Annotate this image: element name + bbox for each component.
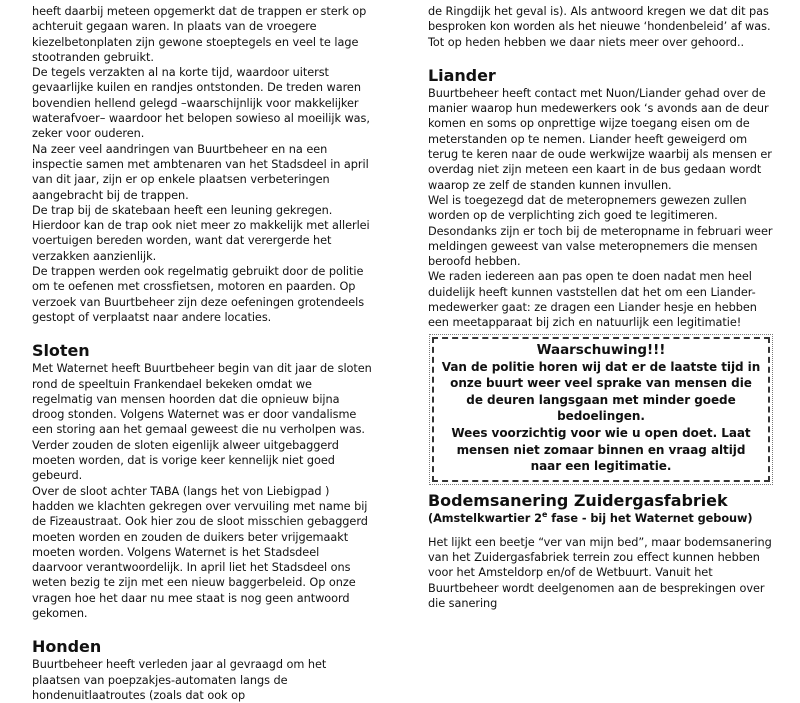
- subheading-part: fase - bij het Waternet gebouw): [547, 511, 753, 525]
- heading-honden: Honden: [32, 637, 102, 657]
- paragraph: Over de sloot achter TABA (langs het von Liebigpad ) hadden we klachten gekregen over vervuiling met name bij de Fizeaustraat. Ook hier zou de sloot misschien gebaggerd moeten worden en zouden de duikers beter vrijgemaakt moeten worden. Volgens Waternet is het Stadsdeel daarvoor verantwoordelijk. In april liet het Stadsdeel ons weten bezig te zijn met een nieuw baggerbeleid. Op onze vragen hoe het daar nu mee staat is nog geen antwoord gekomen.: [32, 484, 368, 620]
- warning-box: [432, 337, 770, 482]
- paragraph: Met Waternet heeft Buurtbeheer begin van dit jaar de sloten rond de speeltuin Frankendael bekeken omdat we regelmatig van mensen hoorden dat die opnieuw bijna droog stonden. Volgens Waternet was er door vandalisme een storing aan het gemaal geweest die nu verholpen was. Verder zouden de sloten eigenlijk alweer uitgebaggerd moeten worden, dat is vorige keer kennelijk niet goed gebeurd.: [32, 362, 372, 483]
- heading-sloten: Sloten: [32, 341, 90, 361]
- heading-bodemsanering: Bodemsanering Zuidergasfabriek: [428, 490, 728, 510]
- subheading-superscript: e: [541, 510, 548, 520]
- paragraph: De trap bij de skatebaan heeft een leuning gekregen. Hierdoor kan de trap ook niet meer zo makkelijk met allerlei voertuigen bereden worden, want dat verergerde het verzakken aanzienlijk.: [32, 203, 370, 263]
- paragraph: Buurtbeheer heeft contact met Nuon/Liander gehad over de manier waarop hun medewerkers ook ‘s avonds aan de deur komen en soms op onprettige wijze toegang eisen om de meterstanden op te nemen. Liander heeft geweigerd om terug te keren naar de oude werkwijze waarbij als mensen er overdag niet zijn meteen een kaart in de bus gedaan wordt waarop ze zelf de standen kunnen invullen.: [428, 86, 772, 192]
- paragraph: Wel is toegezegd dat de meteropnemers gewezen zullen worden op de verplichting zich goed te legitimeren. Desondanks zijn er toch bij de meteropname in februari weer meldingen geweest van valse meteropnemers die mensen beroofd hebben.: [428, 193, 773, 269]
- paragraph: We raden iedereen aan pas open te doen nadat men heel duidelijk heeft kunnen vaststellen dat het om een Liander-medewerker gaat: ze dragen een Liander hesje en hebben een meetapparaat bij zich en natuurlijk een legitimatie!: [428, 270, 757, 330]
- paragraph: De trappen werden ook regelmatig gebruikt door de politie om te oefenen met crossfietsen, motoren en paarden. Op verzoek van Buurtbeheer zijn deze oefeningen grotendeels gestopt of verplaatst naar andere locaties.: [32, 265, 365, 324]
- subheading-part: (Amstelkwartier 2: [428, 511, 542, 525]
- subheading-amstelkwartier: [428, 511, 774, 526]
- heading-liander: Liander: [428, 65, 496, 85]
- warning-body: Van de politie horen wij dat er de laatste tijd in onze buurt weer veel sprake van mensen die de deuren langsgaan met minder goede bedoelingen.: [441, 359, 761, 424]
- paragraph: Buurtbeheer heeft verleden jaar al gevraagd om het plaatsen van poepzakjes-automaten langs de hondenuitlaatroutes (zoals dat ook op: [32, 658, 327, 702]
- warning-title: Waarschuwing!!!: [536, 341, 666, 358]
- spacer: [32, 325, 372, 341]
- paragraph: De tegels verzakten al na korte tijd, waardoor uiterst gevaarlijke kuilen en randjes ontstonden. De treden waren bovendien hellend gelegd –waarschijnlijk voor makkelijker waterafvoer– waardoor het belopen sowieso al moeilijk was, zeker voor ouderen.: [32, 66, 370, 141]
- left-column: [32, 4, 372, 703]
- right-column: [428, 4, 774, 611]
- spacer: [428, 526, 774, 535]
- paragraph: heeft daarbij meteen opgemerkt dat de trappen er sterk op achteruit gegaan waren. In plaats van de vroegere kiezelbetonplaten zijn gewone stoeptegels en veel te lage stootranden gebruikt.: [32, 5, 367, 64]
- paragraph: Het lijkt een beetje “ver van mijn bed”, maar bodemsanering van het Zuidergasfabriek terrein zou effect kunnen hebben voor het Amsteldorp en/of de Wetbuurt. Vanuit het Buurtbeheer wordt deelgenomen aan de besprekingen over die sanering: [428, 535, 772, 610]
- spacer: [428, 50, 774, 66]
- spacer: [32, 621, 372, 637]
- paragraph: Na zeer veel aandringen van Buurtbeheer en na een inspectie samen met ambtenaren van het Stadsdeel in april van dit jaar, zijn er op enkele plaatsen verbeteringen aangebracht bij de trappen.: [32, 142, 369, 202]
- paragraph: de Ringdijk het geval is). Als antwoord kregen we dat dit pas besproken kon worden als het nieuwe ‘hondenbeleid’ af was. Tot op heden hebben we daar niets meer over gehoord..: [428, 5, 771, 49]
- warning-advice: Wees voorzichtig voor wie u open doet. Laat mensen niet zomaar binnen en vraag altijd naar een legitimatie.: [451, 426, 751, 474]
- spacer: [428, 482, 774, 491]
